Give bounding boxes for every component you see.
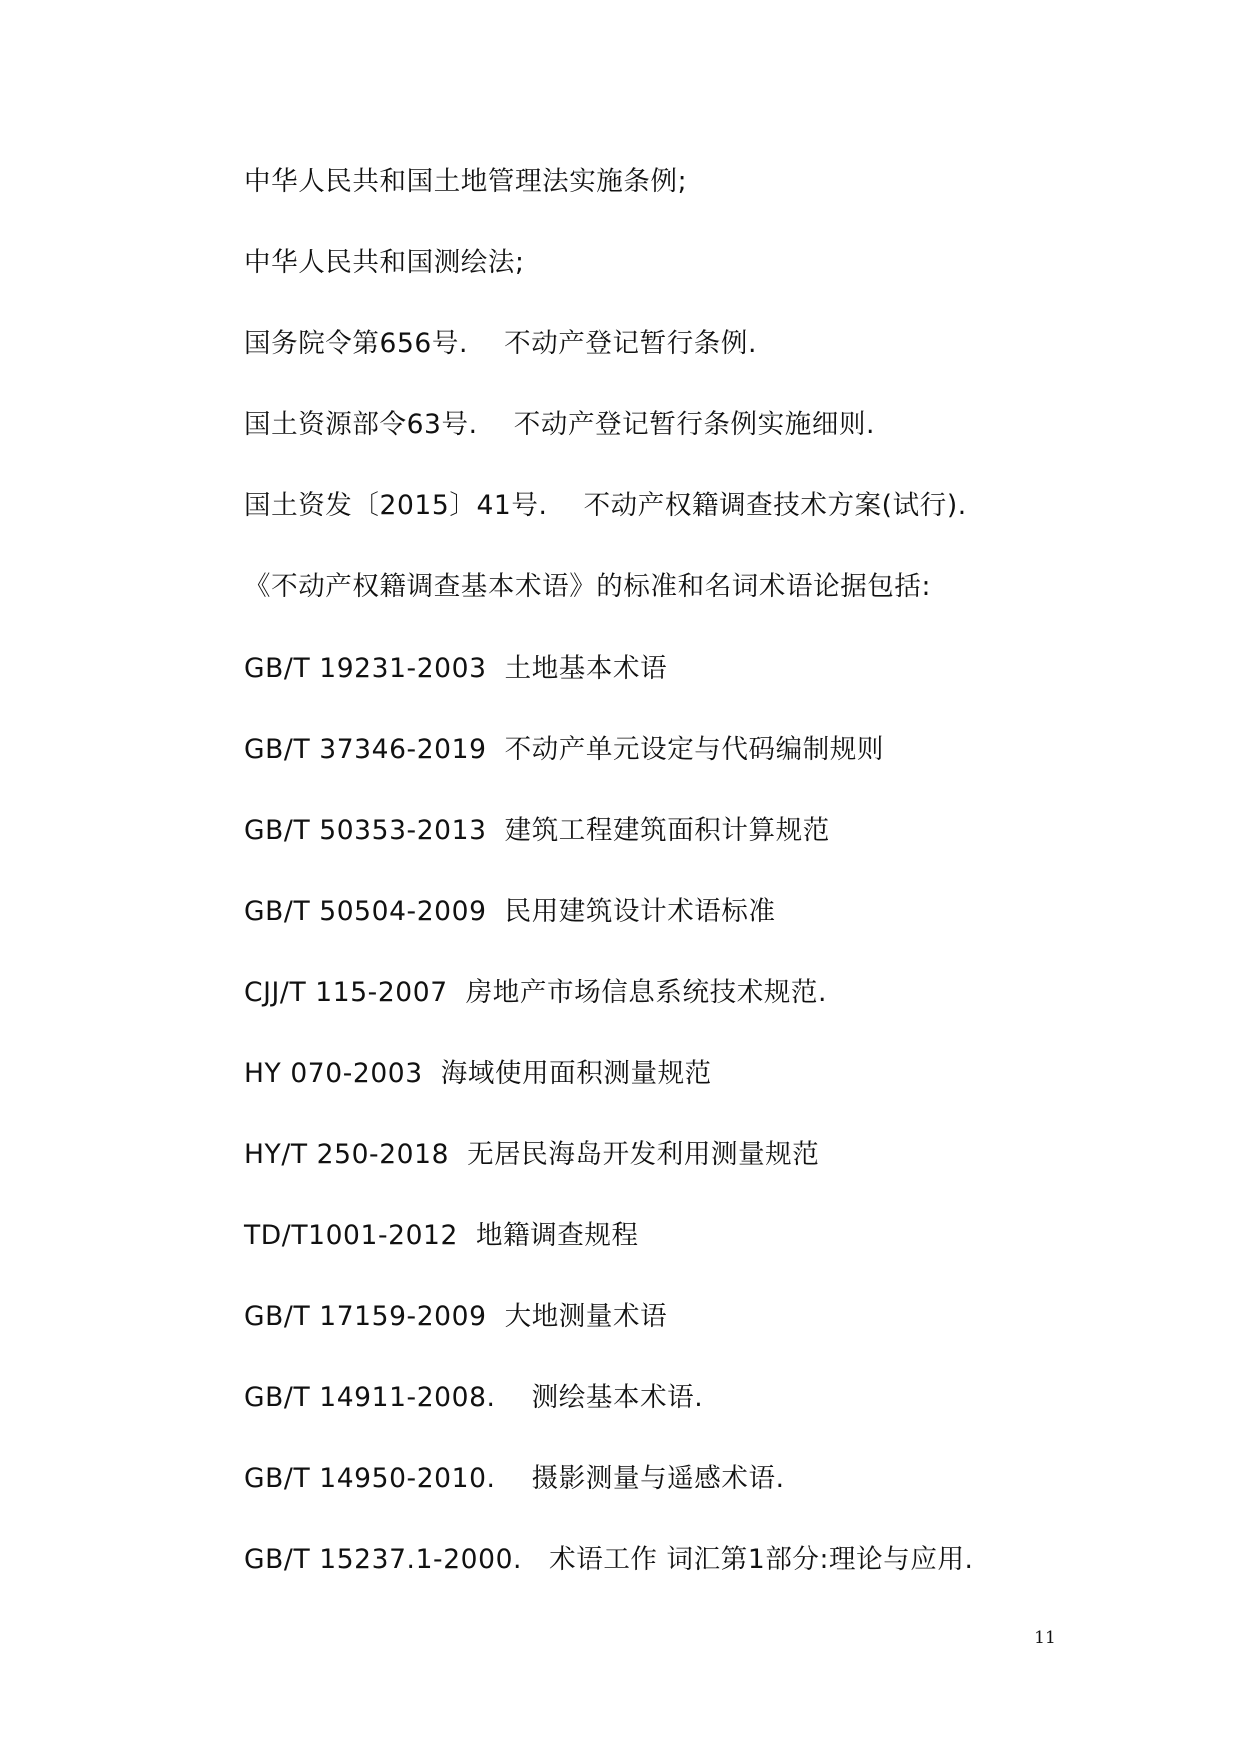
reference-line-12: HY 070-2003 海域使用面积测量规范 xyxy=(244,1058,712,1089)
reference-line-15: GB/T 17159-2009 大地测量术语 xyxy=(244,1301,668,1332)
reference-line-8: GB/T 37346-2019 不动产单元设定与代码编制规则 xyxy=(244,734,885,765)
reference-line-10: GB/T 50504-2009 民用建筑设计术语标准 xyxy=(244,896,776,927)
reference-line-6: 《不动产权籍调查基本术语》的标准和名词术语论据包括: xyxy=(244,571,932,602)
reference-line-18: GB/T 15237.1-2000. 术语工作 词汇第1部分:理论与应用. xyxy=(244,1544,974,1575)
reference-line-13: HY/T 250-2018 无居民海岛开发利用测量规范 xyxy=(244,1139,820,1170)
reference-line-9: GB/T 50353-2013 建筑工程建筑面积计算规范 xyxy=(244,815,830,846)
page-number: 11 xyxy=(1034,1628,1056,1648)
reference-line-1: 中华人民共和国土地管理法实施条例; xyxy=(244,166,688,197)
reference-line-7: GB/T 19231-2003 土地基本术语 xyxy=(244,653,668,684)
reference-line-5: 国土资发〔2015〕41号. 不动产权籍调查技术方案(试行). xyxy=(244,490,967,521)
reference-line-17: GB/T 14950-2010. 摄影测量与遥感术语. xyxy=(244,1463,785,1494)
reference-line-11: CJJ/T 115-2007 房地产市场信息系统技术规范. xyxy=(244,977,828,1008)
reference-line-14: TD/T1001-2012 地籍调查规程 xyxy=(244,1220,639,1251)
reference-line-2: 中华人民共和国测绘法; xyxy=(244,247,525,278)
reference-line-16: GB/T 14911-2008. 测绘基本术语. xyxy=(244,1382,704,1413)
reference-line-3: 国务院令第656号. 不动产登记暂行条例. xyxy=(244,328,758,359)
reference-line-4: 国土资源部令63号. 不动产登记暂行条例实施细则. xyxy=(244,409,876,440)
